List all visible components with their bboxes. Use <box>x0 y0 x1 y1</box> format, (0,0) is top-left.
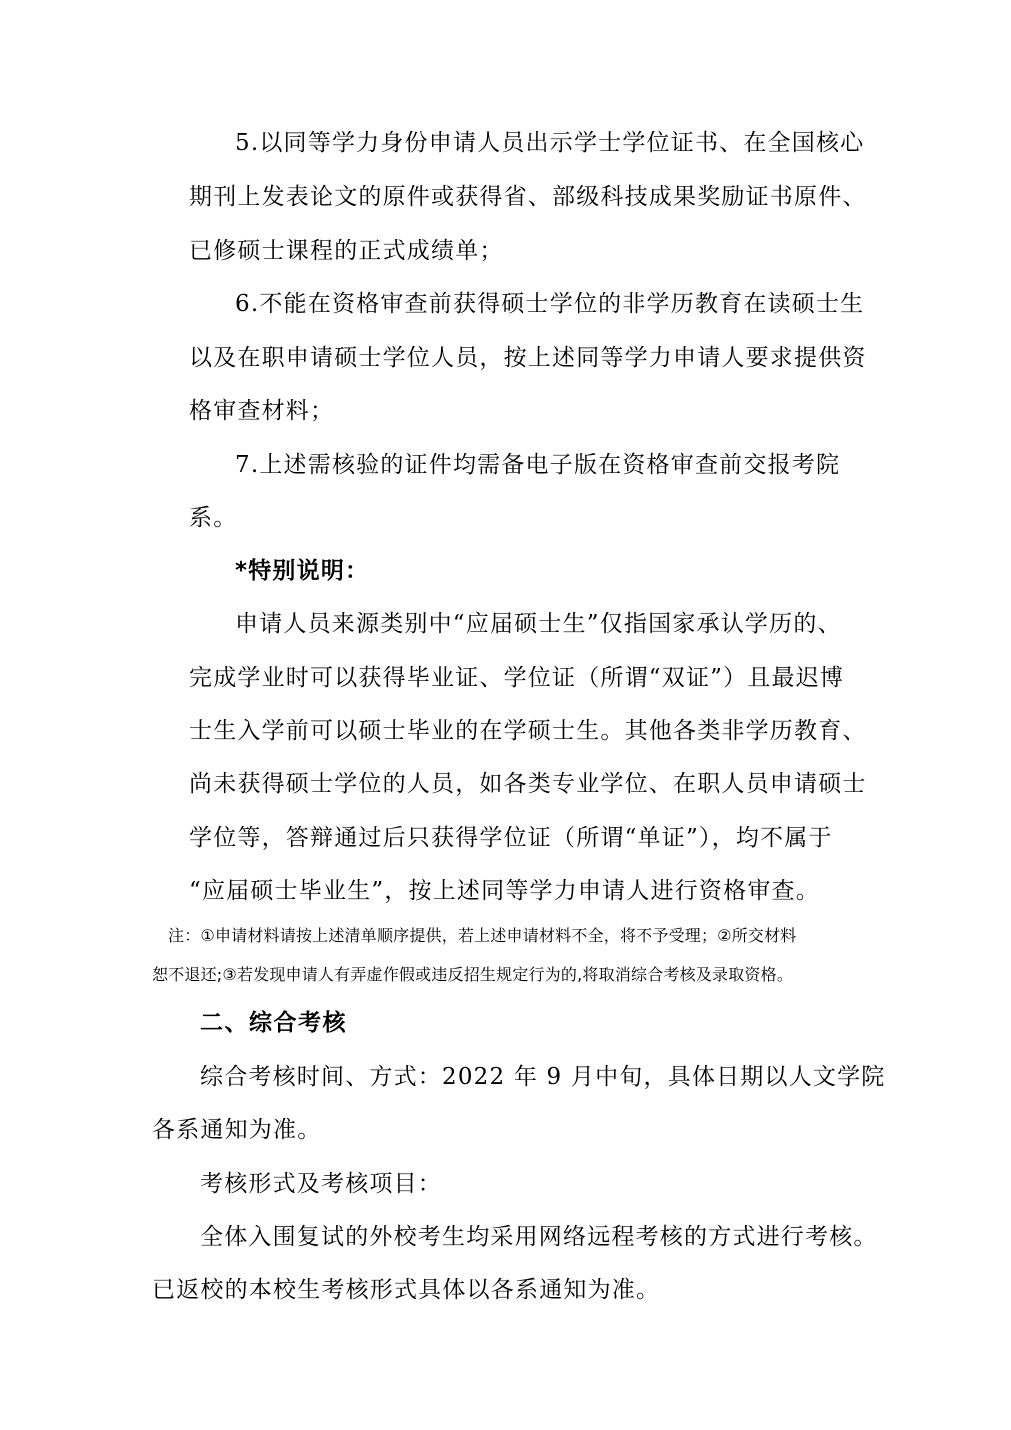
footnote-line2: 恕不退还;③若发现申请人有弄虚作假或违反招生规定行为的,将取消综合考核及录取资格。 <box>152 965 794 984</box>
item6-line3: 格审查材料； <box>189 398 335 424</box>
exam-form-line1: 全体入围复试的外校考生均采用网络远程考核的方式进行考核。 <box>200 1224 878 1250</box>
special-line5: 学位等，答辩通过后只获得学位证（所谓“单证”），均不属于 <box>189 825 833 851</box>
item5-line3: 已修硕士课程的正式成绩单； <box>189 238 504 264</box>
special-line6: “应届硕士毕业生”，按上述同等学力申请人进行资格审查。 <box>189 878 820 904</box>
exam-time-line1: 综合考核时间、方式：2022 年 9 月中旬，具体日期以人文学院 <box>200 1064 886 1090</box>
special-line1: 申请人员来源类别中“应届硕士生”仅指国家承认学历的、 <box>235 611 842 637</box>
exam-time-line2: 各系通知为准。 <box>152 1117 322 1143</box>
footnote-line1: 注：①申请材料请按上述清单顺序提供，若上述申请材料不全，将不予受理；②所交材料 <box>168 926 797 945</box>
exam-form-line2: 已返校的本校生考核形式具体以各系通知为准。 <box>152 1277 661 1303</box>
exam-form-label: 考核形式及考核项目： <box>200 1171 442 1197</box>
special-line3: 士生入学前可以硕士毕业的在学硕士生。其他各类非学历教育、 <box>189 718 867 744</box>
special-line2: 完成学业时可以获得毕业证、学位证（所谓“双证”）且最迟博 <box>189 665 845 691</box>
item5-line1: 5.以同等学力身份申请人员出示学士学位证书、在全国核心 <box>235 130 865 156</box>
item6-line1: 6.不能在资格审查前获得硕士学位的非学历教育在读硕士生 <box>235 291 865 317</box>
special-note-title: *特别说明： <box>235 558 370 584</box>
item6-line2: 以及在职申请硕士学位人员，按上述同等学力申请人要求提供资 <box>189 345 867 371</box>
item7-line2: 系。 <box>189 505 238 531</box>
item7-line1: 7.上述需核验的证件均需备电子版在资格审查前交报考院 <box>235 452 841 478</box>
special-line4: 尚未获得硕士学位的人员，如各类专业学位、在职人员申请硕士 <box>189 771 867 797</box>
item5-line2: 期刊上发表论文的原件或获得省、部级科技成果奖励证书原件、 <box>189 184 867 210</box>
section-heading: 二、综合考核 <box>200 1010 347 1036</box>
